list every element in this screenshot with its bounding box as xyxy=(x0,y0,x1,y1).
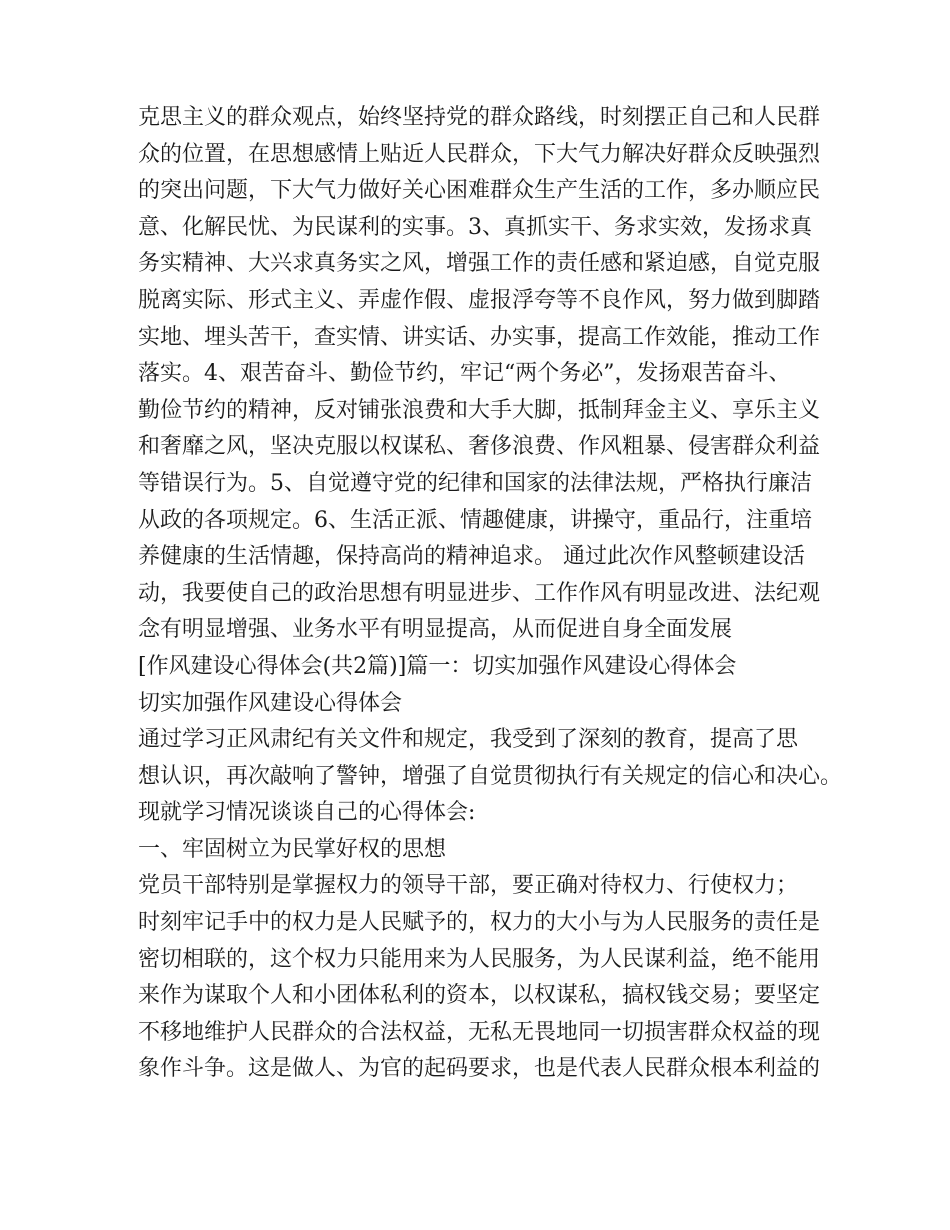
text-line-20: 现就学习情况谈谈自己的心得体会: xyxy=(138,800,476,826)
text-line-23: 时刻牢记手中的权力是人民赋予的，权力的大小与为人民服务的责任是 xyxy=(138,910,821,936)
section-heading-line: [作风建设心得体会(共2篇)]篇一：切实加强作风建设心得体会 xyxy=(138,653,737,679)
text-line-14: 动，我要使自己的政治思想有明显进步、工作作风有明显改进、法纪观 xyxy=(138,580,821,606)
subheading-line: 一、牢固树立为民掌好权的思想 xyxy=(138,836,447,862)
text-line-11: 等错误行为。5、自觉遵守党的纪律和国家的法律法规，严格执行廉洁 xyxy=(138,470,812,496)
text-line-9: 勤俭节约的精神，反对铺张浪费和大手大脚，抵制拜金主义、享乐主义 xyxy=(138,397,821,423)
text-line-4: 意、化解民忧、为民谋利的实事。3、真抓实干、务求实效，发扬求真 xyxy=(138,214,812,240)
text-line-5: 务实精神、大兴求真务实之风，增强工作的责任感和紧迫感，自觉克服 xyxy=(138,251,821,277)
text-line-7: 实地、埋头苦干，查实情、讲实话、办实事，提高工作效能，推动工作 xyxy=(138,324,821,350)
text-line-24: 密切相联的，这个权力只能用来为人民服务，为人民谋利益，绝不能用 xyxy=(138,946,821,972)
text-line-19: 想认识，再次敲响了警钟，增强了自觉贯彻执行有关规定的信心和决心。 xyxy=(138,763,843,789)
text-line-6: 脱离实际、形式主义、弄虚作假、虚报浮夸等不良作风，努力做到脚踏 xyxy=(138,287,821,313)
text-line-15: 念有明显增强、业务水平有明显提高，从而促进自身全面发展 xyxy=(138,617,733,643)
text-line-3: 的突出问题，下大气力做好关心困难群众生产生活的工作，多办顺应民 xyxy=(138,178,821,204)
document-body-text xyxy=(138,100,843,1088)
text-line-10: 和奢靡之风，坚决克服以权谋私、奢侈浪费、作风粗暴、侵害群众利益 xyxy=(138,434,821,460)
text-line-25: 来作为谋取个人和小团体私利的资本，以权谋私，搞权钱交易；要坚定 xyxy=(138,983,821,1009)
text-line-13: 养健康的生活情趣，保持高尚的精神追求。 通过此次作风整顿建设活 xyxy=(138,544,805,570)
text-line-2: 众的位置，在思想感情上贴近人民群众，下大气力解决好群众反映强烈 xyxy=(138,141,821,167)
text-line-8: 落实。4、艰苦奋斗、勤俭节约，牢记“两个务必”，发扬艰苦奋斗、 xyxy=(138,361,791,387)
text-line-12: 从政的各项规定。6、生活正派、情趣健康，讲操守，重品行，注重培 xyxy=(138,507,812,533)
text-line-27: 象作斗争。这是做人、为官的起码要求，也是代表人民群众根本利益的 xyxy=(138,1056,821,1082)
text-line-22: 党员干部特别是掌握权力的领导干部，要正确对待权力、行使权力； xyxy=(138,873,799,899)
text-line-26: 不移地维护人民群众的合法权益，无私无畏地同一切损害群众权益的现 xyxy=(138,1019,821,1045)
article-title-line: 切实加强作风建设心得体会 xyxy=(138,690,403,716)
text-line-18: 通过学习正风肃纪有关文件和规定，我受到了深刻的教育，提高了思 xyxy=(138,727,799,753)
text-line-1: 克思主义的群众观点，始终坚持党的群众路线，时刻摆正自己和人民群 xyxy=(138,105,821,130)
